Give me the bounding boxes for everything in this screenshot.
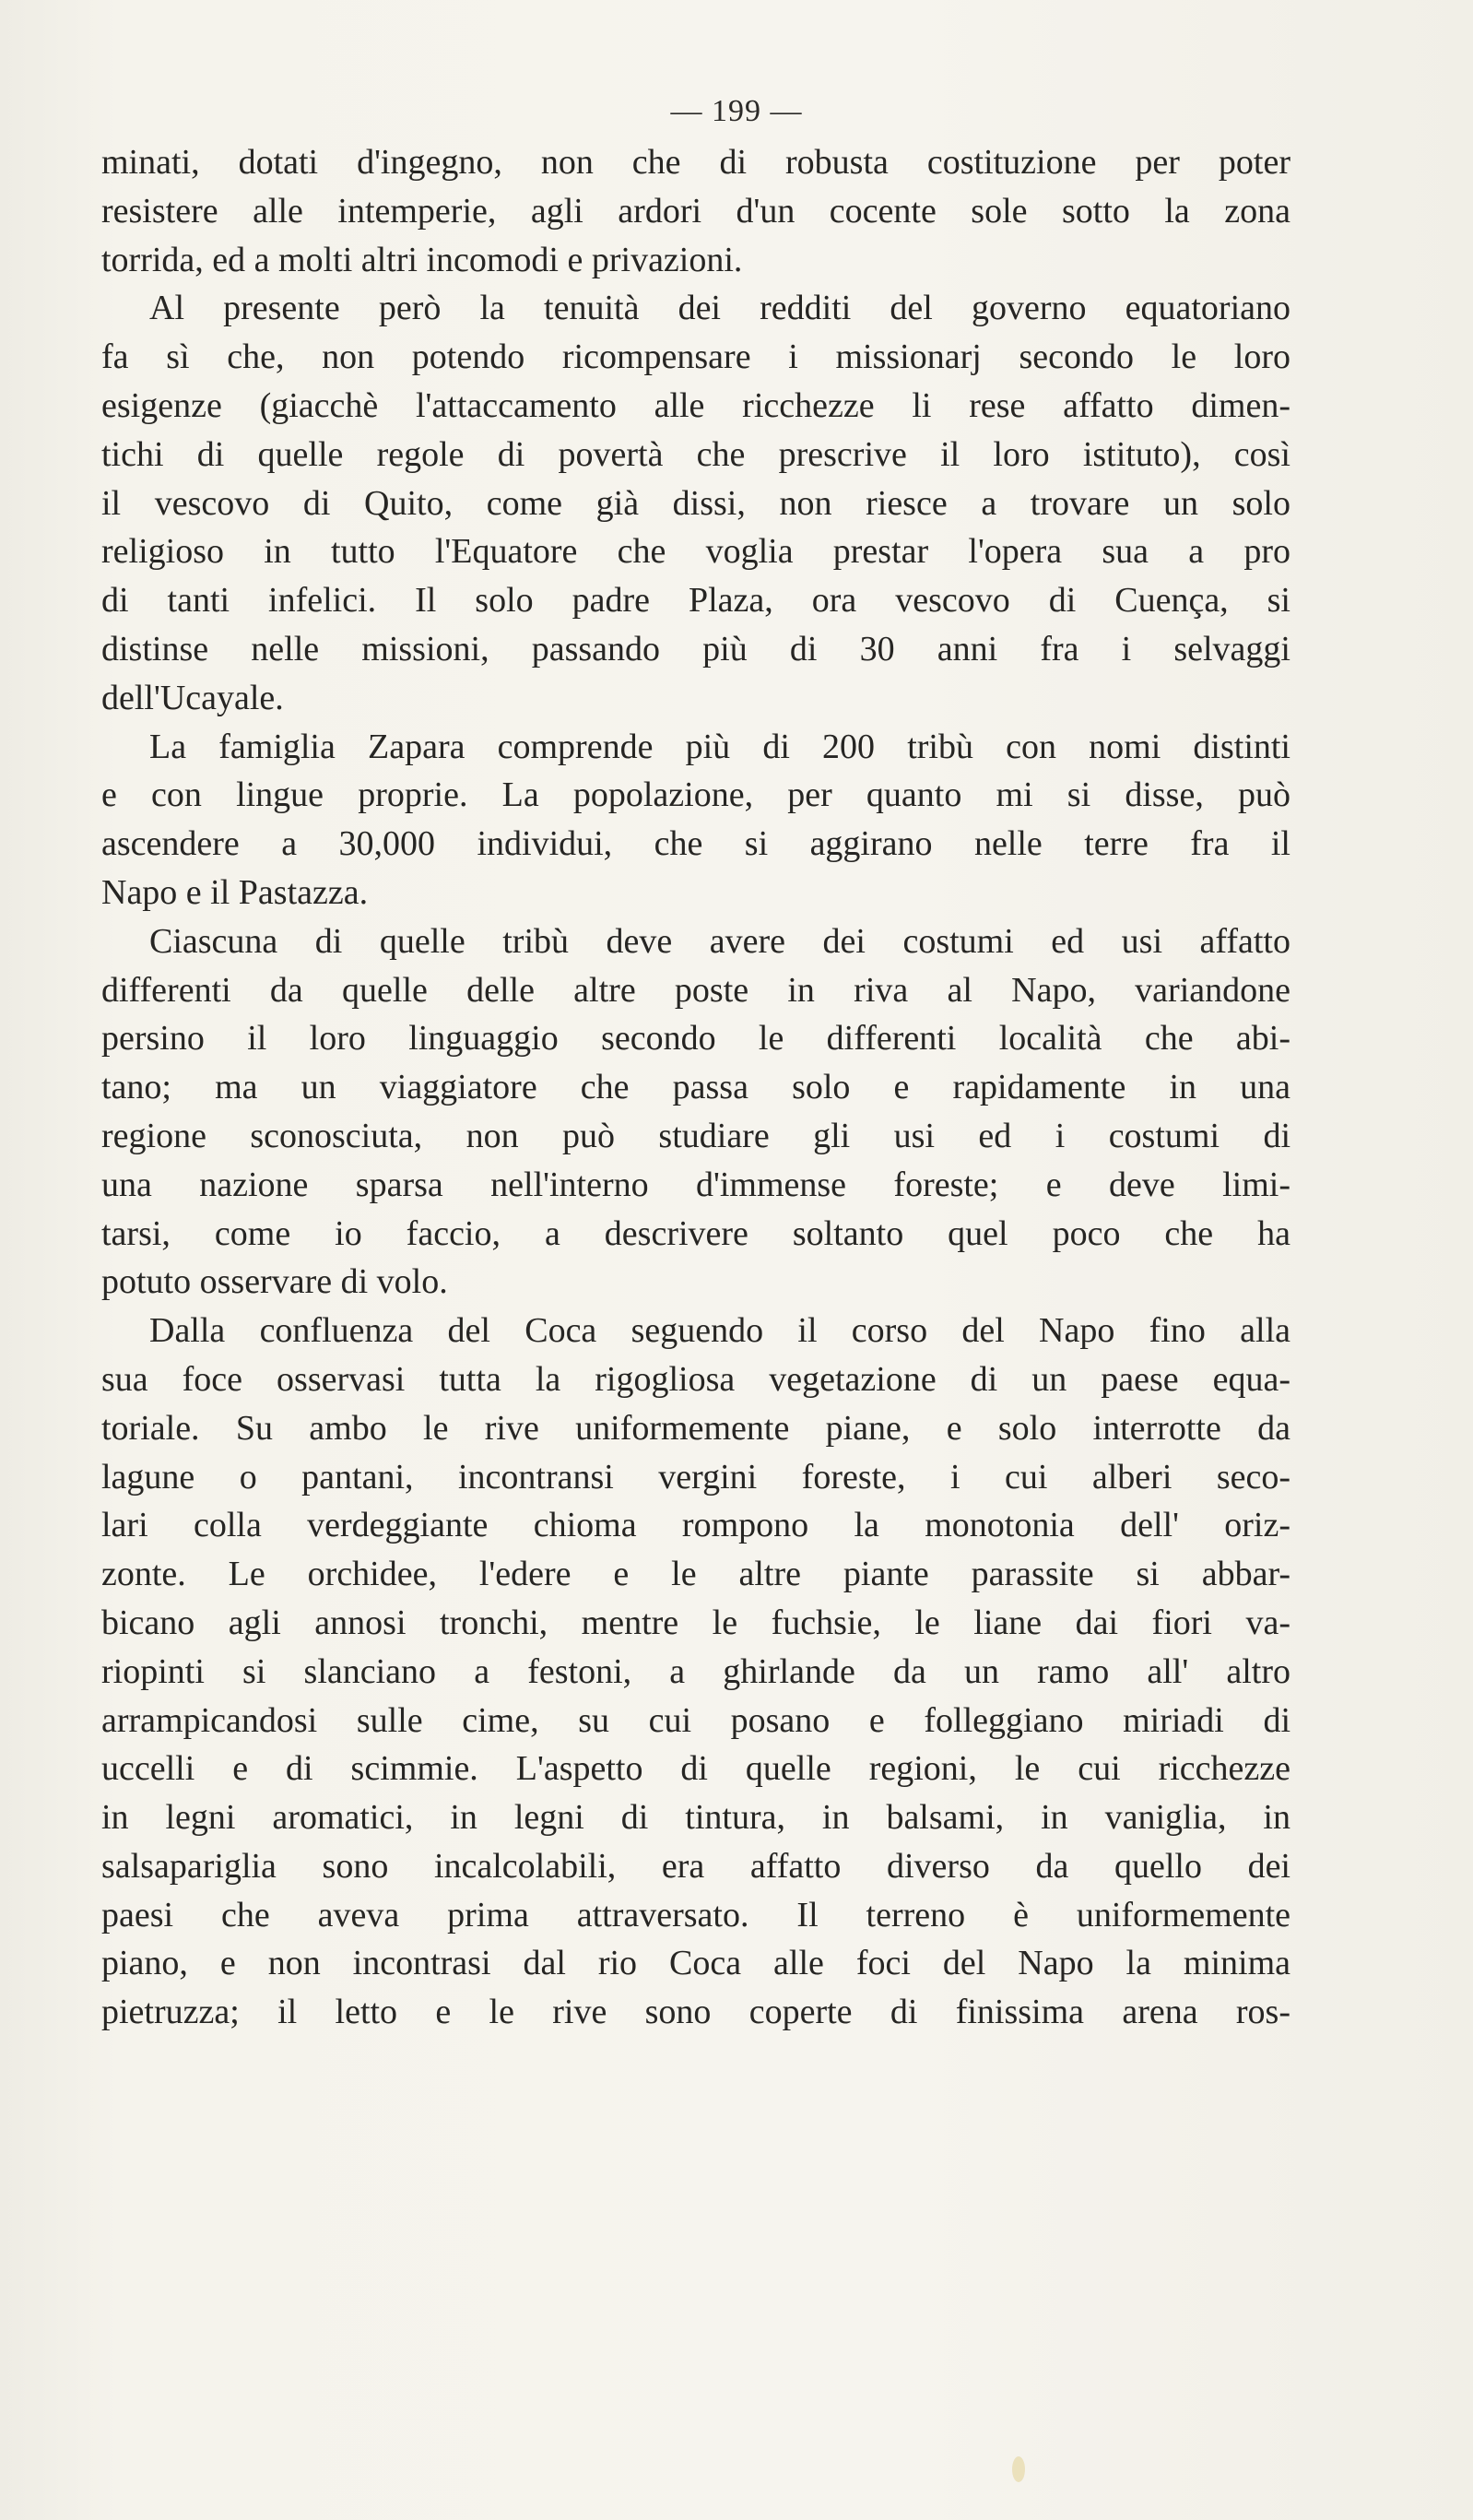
text-line: tano; ma un viaggiatore che passa solo e rapidamente in una — [101, 1068, 1290, 1107]
text-line: di tanti infelici. Il solo padre Plaza, ora vescovo di Cuença, si — [101, 581, 1290, 621]
text-line: pietruzza; il letto e le rive sono coperte di finissima arena ros- — [101, 1993, 1290, 2032]
text-line: torrida, ed a molti altri incomodi e privazioni. — [101, 240, 743, 279]
text-line: lari colla verdeggiante chioma rompono la monotonia dell' oriz- — [101, 1506, 1290, 1545]
text-line: tichi di quelle regole di povertà che prescrive il loro istituto), così — [101, 434, 1290, 474]
text-line: tarsi, come io faccio, a descrivere soltanto quel poco che ha — [101, 1213, 1290, 1253]
text-line: Ciascuna di quelle tribù deve avere dei costumi ed usi affatto — [149, 921, 1290, 961]
text-line: religioso in tutto l'Equatore che voglia prestar l'opera sua a pro — [101, 532, 1290, 572]
text-line: arrampicandosi sulle cime, su cui posano e folleggiano miriadi di — [101, 1700, 1290, 1740]
text-line: Napo e il Pastazza. — [101, 872, 369, 912]
text-line: paesi che aveva prima attraversato. Il terreno è uniformemente — [101, 1895, 1290, 1934]
text-line: minati, dotati d'ingegno, non che di robusta costituzione per poter — [101, 143, 1290, 182]
text-line: persino il loro linguaggio secondo le differenti località che abi- — [101, 1019, 1290, 1059]
text-line: una nazione sparsa nell'interno d'immense foreste; e deve limi- — [101, 1165, 1290, 1204]
text-line: il vescovo di Quito, come già dissi, non riesce a trovare un solo — [101, 483, 1290, 523]
text-line: piano, e non incontrasi dal rio Coca alle foci del Napo la minima — [101, 1944, 1290, 1983]
text-line: resistere alle intemperie, agli ardori d'un cocente sole sotto la zona — [101, 191, 1290, 231]
text-line: uccelli e di scimmie. L'aspetto di quelle regioni, le cui ricchezze — [101, 1749, 1290, 1789]
text-line: sua foce osservasi tutta la rigogliosa vegetazione di un paese equa- — [101, 1359, 1290, 1399]
text-line: differenti da quelle delle altre poste in riva al Napo, variandone — [101, 970, 1290, 1010]
text-line: regione sconosciuta, non può studiare gli usi ed i costumi di — [101, 1116, 1290, 1155]
text-line: salsapariglia sono incalcolabili, era affatto diverso da quello dei — [101, 1846, 1290, 1886]
text-line: distinse nelle missioni, passando più di 30 anni fra i selvaggi — [101, 629, 1290, 668]
text-line: Al presente però la tenuità dei redditi del governo equatoriano — [149, 289, 1290, 328]
text-line: in legni aromatici, in legni di tintura, in balsami, in vaniglia, in — [101, 1798, 1290, 1838]
text-line: toriale. Su ambo le rive uniformemente piane, e solo interrotte da — [101, 1408, 1290, 1448]
text-line: dell'Ucayale. — [101, 678, 284, 717]
text-line: bicano agli annosi tronchi, mentre le fuchsie, le liane dai fiori va- — [101, 1603, 1290, 1642]
page-number: — 199 — — [670, 94, 803, 128]
text-line: ascendere a 30,000 individui, che si aggirano nelle terre fra il — [101, 824, 1290, 864]
text-line: riopinti si slanciano a festoni, a ghirlande da un ramo all' altro — [101, 1651, 1290, 1691]
text-line: Dalla confluenza del Coca seguendo il corso del Napo fino alla — [149, 1311, 1290, 1351]
text-line: potuto osservare di volo. — [101, 1262, 448, 1302]
text-line: zonte. Le orchidee, l'edere e le altre piante parassite si abbar- — [101, 1555, 1290, 1594]
text-line: lagune o pantani, incontransi vergini foreste, i cui alberi seco- — [101, 1457, 1290, 1497]
text-line: fa sì che, non potendo ricompensare i missionarj secondo le loro — [101, 337, 1290, 377]
text-line: e con lingue proprie. La popolazione, per quanto mi si disse, può — [101, 775, 1290, 815]
text-line: esigenze (giacchè l'attaccamento alle ricchezze li rese affatto dimen- — [101, 385, 1290, 425]
text-line: La famiglia Zapara comprende più di 200 tribù con nomi distinti — [149, 727, 1290, 766]
paper-stain — [1012, 2456, 1025, 2482]
body-text — [101, 138, 1290, 2037]
